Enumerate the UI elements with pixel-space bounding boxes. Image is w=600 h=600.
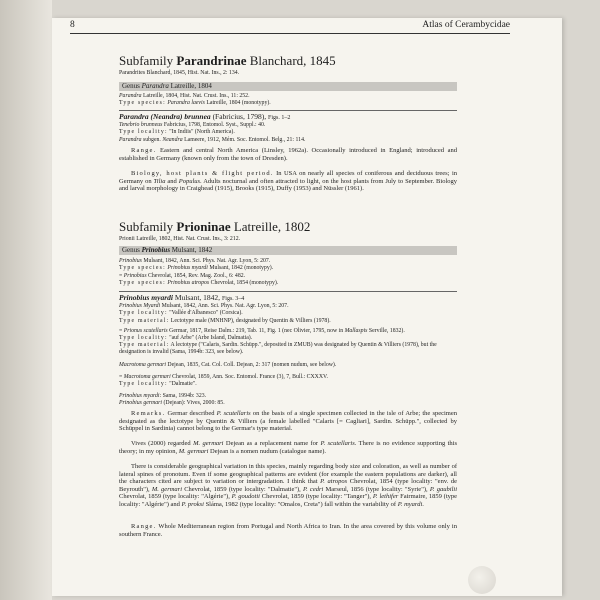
genus-bar-parandra: Genus Parandra Latreille, 1804	[119, 82, 457, 91]
subfamily-citation-parandrinae: Parandrites Blanchard, 1845, Hist. Nat. Ins., 2: 134.	[119, 70, 240, 76]
genus-synonym: = Prinobius Chevrolat, 1854, Rev. Mag. Zool., 6: 482.	[119, 273, 246, 279]
subfamily-heading-prioninae: Subfamily Prioninae Latreille, 1802	[119, 219, 311, 234]
genus-synonym-type-species: Type species: Prinobius atropos Chevrolat, 1854 (monotypy).	[119, 280, 279, 286]
type-locality-line: Type locality: "Vallée d'Albanesco" (Corsica).	[119, 310, 243, 316]
vives-paragraph: Vives (2000) regarded M. germari Dejean as a replacement name for P. scutellaris. There is no evidence supporting this theory; in my opinion, M. germari Dejean is a nomen nudum (catalogue name).	[119, 440, 458, 455]
type-locality-line: Type locality: "Dalmatie".	[119, 381, 197, 387]
subfamily-heading-parandrinae: Subfamily Parandrinae Blanchard, 1845	[119, 53, 336, 68]
nomen-nudum-line: Macrotoma germari Dejean, 1835, Cat. Col. Coll. Dejean, 2: 317 (nomen nudum, see below).	[119, 362, 337, 368]
synonym-line: = Prionus scutellaris Germar, 1817, Reise Dalm.: 219, Tab. 11, Fig. 1 (nec Olivier, 1795, now in Mallaspis Serville, 1832).	[119, 328, 405, 334]
type-material-line: Type material: A lectotype ("Calaris, Sardin. Schüpp.", deposited in ZMUB) was designated by Quentin & Villiers (1978), but the designation is invalid (Sama, 1994b: 323, see below).	[119, 342, 437, 355]
type-material-line: Type material: Lectotype male (MNHNP), designated by Quentin & Villiers (1978).	[119, 318, 331, 324]
header-rule	[70, 33, 510, 34]
type-locality-line: Type locality: "In Indiis" (North America).	[119, 129, 235, 135]
type-locality-line: Type locality: "auf Arbe" (Arbe Island, Dalmatia).	[119, 335, 253, 341]
remarks-paragraph: Remarks. Germar described P. scutellaris on the basis of a single specimen collected in the isle of Arbe; the specimen designated as the lectotype by Quentin & Villiers (a female labelled "Calaris [= Cagliari], Sardin. Schüpp.", collected by Schüppel in Sardinia) cannot belong to the Germar's type material.	[119, 410, 457, 432]
variation-paragraph: There is considerable geographical variation in this species, mainly regarding body size and coloration, as well as number of lateral spines of pronotum. Even if some geographical patterns are evident (for example the eastern populations are darker), all the characters cited are subject to variation or intergradation. I think that P. atropos Chevrolat, 1854 (type locality: "env. de Beyrouth"), M. germari Chevrolat, 1859 (type locality: "Dalmatie"), P. cedri Marseul, 1856 (type locality: "Syrie"), P. gaubilii Chevrolat, 1859 (type locality: "Algérie"), P. goudotii Chevrolat, 1859 (type locality: "Tanger"), P. lethifer Fairmaire, 1859 (type locality: "Algérie") and P. proksi Sláma, 1982 (type locality: "Omalos, Creta") fall within the variability of P. myardi.	[119, 463, 458, 508]
range-paragraph: Range. Whole Mediterranean region from Portugal and North Africa to Iran. In the area covered by this volume only in southern France.	[119, 523, 457, 538]
genus-type-species: Type species: Prinobius myardi Mulsant, 1842 (monotypy).	[119, 265, 274, 271]
subgenus-line: Parandra subgen. Neandra Lameere, 1912, Mém. Soc. Entomol. Belg., 21: 114.	[119, 137, 306, 143]
book-gutter	[0, 0, 52, 600]
running-header	[70, 20, 510, 34]
genus-citation: Parandra Latreille, 1804, Hist. Nat. Crust. Ins., 11: 252.	[119, 93, 250, 99]
page-number: 8	[70, 20, 75, 30]
species-heading-parandra-brunnea: Parandra (Neandra) brunnea (Fabricius, 1798), Figs. 1–2	[119, 110, 457, 123]
subfamily-citation-prioninae: Prionii Latreille, 1802, Hist. Nat. Crust. Ins., 3: 212.	[119, 236, 241, 242]
synonym-line: Prinobius Myardi Mulsant, 1842, Ann. Sci. Phys. Nat. Agr. Lyon, 5: 207.	[119, 303, 289, 309]
biology-paragraph: Biology, host plants & flight period. In USA on nearly all species of coniferous and deciduous trees; in Germany on Tilia and Populus. Adults nocturnal and often attracted to light, on the host plants from July to September. Biology and larval morphology in Craighead (1915), Brooks (1915), Duffy (1953) and Nüssler (1961).	[119, 170, 458, 192]
citation-line: Prinobius myardi: Sama, 1994b: 323.	[119, 393, 207, 399]
citation-line: Prinobius germari (Dejean): Vives, 2000: 85.	[119, 400, 225, 406]
genus-type-species: Type species: Parandra laevis Latreille, 1804 (monotypy).	[119, 100, 271, 106]
running-title: Atlas of Cerambycidae	[422, 20, 510, 30]
library-stamp	[468, 566, 496, 594]
synonym-line: Tenebrio brunneus Fabricius, 1798, Entomol. Syst., Suppl.: 40.	[119, 122, 266, 128]
genus-bar-prinobius: Genus Prinobius Mulsant, 1842	[119, 246, 457, 255]
genus-citation: Prinobius Mulsant, 1842, Ann. Sci. Phys. Nat. Agr. Lyon, 5: 207.	[119, 258, 271, 264]
range-paragraph: Range. Eastern and central North America (Linsley, 1962a). Occasionally introduced in England; introduced and established in Germany (known only from the town of Dresden).	[119, 147, 457, 162]
synonym-line: = Macrotoma germari Chevrolat, 1859, Ann. Soc. Entomol. France (3), 7, Bull.: CXXXV.	[119, 374, 328, 380]
species-heading-prinobius-myardi: Prinobius myardi Mulsant, 1842, Figs. 3–4	[119, 291, 457, 304]
